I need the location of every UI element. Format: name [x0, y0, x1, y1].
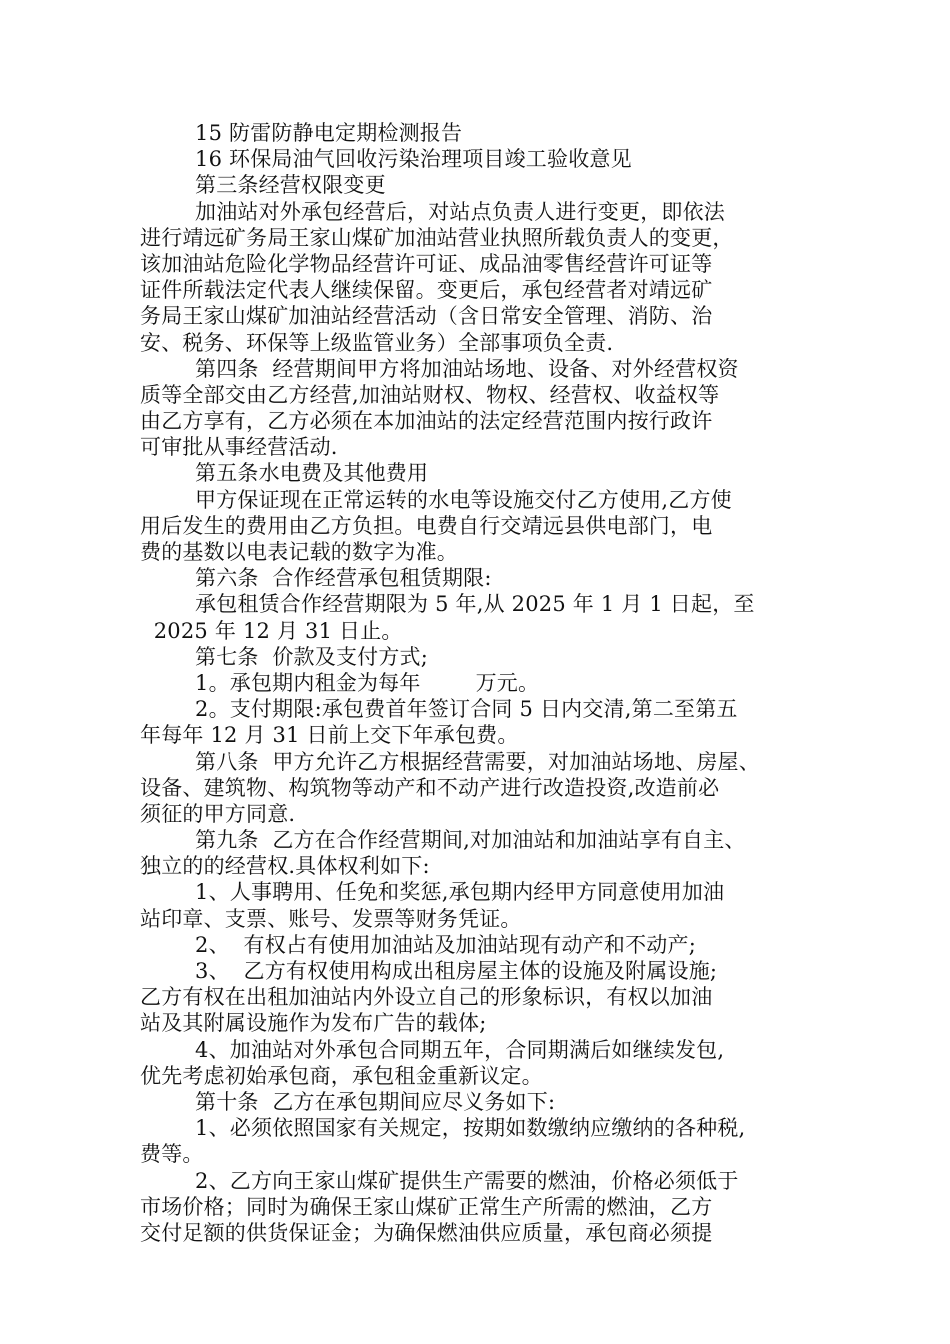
text-line: 须征的甲方同意.: [140, 801, 296, 826]
text-line: 第七条 价款及支付方式;: [140, 644, 429, 669]
text-line: 可审批从事经营活动.: [140, 435, 338, 460]
text-line: 交付足额的供货保证金；为确保燃油供应质量，承包商必须提: [140, 1220, 713, 1245]
text-line: 第四条 经营期间甲方将加油站场地、设备、对外经营权资: [140, 356, 739, 381]
text-line: 甲方保证现在正常运转的水电等设施交付乙方使用,乙方使: [140, 487, 732, 512]
text-line: 1、必须依照国家有关规定，按期如数缴纳应缴纳的各种税,: [140, 1116, 746, 1141]
text-line: 由乙方享有，乙方必须在本加油站的法定经营范围内按行政许: [140, 409, 713, 434]
text-line: 站及其附属设施作为发布广告的载体;: [140, 1011, 487, 1036]
text-line: 独立的的经营权.具体权利如下:: [140, 854, 430, 879]
text-line: 乙方有权在出租加油站内外设立自己的形象标识，有权以加油: [140, 985, 713, 1010]
text-line: 1。承包期内租金为每年 万元。: [140, 670, 540, 695]
text-line: 第十条 乙方在承包期间应尽义务如下:: [140, 1089, 556, 1114]
text-line: 加油站对外承包经营后，对站点负责人进行变更，即依法: [140, 199, 725, 224]
text-line: 费等。: [140, 1142, 204, 1167]
text-line: 4、加油站对外承包合同期五年，合同期满后如继续发包,: [140, 1037, 725, 1062]
text-line: 该加油站危险化学物品经营许可证、成品油零售经营许可证等: [140, 251, 713, 276]
text-line: 2、 有权占有使用加油站及加油站现有动产和不动产;: [140, 932, 696, 957]
text-line: 承包租赁合作经营期限为 5 年,从 2025 年 1 月 1 日起，至: [140, 592, 755, 617]
text-line: 2、乙方向王家山煤矿提供生产需要的燃油，价格必须低于: [140, 1168, 739, 1193]
text-line: 务局王家山煤矿加油站经营活动（含日常安全管理、消防、治: [140, 304, 713, 329]
text-line: 安、税务、环保等上级监管业务）全部事项负全责.: [140, 330, 614, 355]
text-line: 第六条 合作经营承包租赁期限:: [140, 566, 492, 591]
document-body: [140, 120, 812, 1246]
text-line: 16 环保局油气回收污染治理项目竣工验收意见: [140, 147, 632, 172]
text-line: 市场价格；同时为确保王家山煤矿正常生产所需的燃油，乙方: [140, 1194, 713, 1219]
text-line: 第五条水电费及其他费用: [140, 461, 429, 486]
text-line: 第三条经营权限变更: [140, 173, 386, 198]
text-line: 第九条 乙方在合作经营期间,对加油站和加油站享有自主、: [140, 828, 746, 853]
text-line: 1、人事聘用、任免和奖惩,承包期内经甲方同意使用加油: [140, 880, 725, 905]
text-line: 15 防雷防静电定期检测报告: [140, 121, 463, 145]
text-line: 3、 乙方有权使用构成出租房屋主体的设施及附属设施;: [140, 959, 718, 983]
text-line: 年每年 12 月 31 日前上交下年承包费。: [140, 723, 519, 748]
text-line: 进行靖远矿务局王家山煤矿加油站营业执照所载负责人的变更，: [140, 225, 734, 250]
text-line: 优先考虑初始承包商，承包租金重新议定。: [140, 1063, 543, 1088]
text-line: 质等全部交由乙方经营,加油站财权、物权、经营权、收益权等: [140, 382, 720, 407]
text-line: 站印章、支票、账号、发票等财务凭证。: [140, 906, 522, 931]
text-line: 第八条 甲方允许乙方根据经营需要，对加油站场地、房屋、: [140, 749, 760, 774]
text-line: 费的基数以电表记载的数字为准。: [140, 540, 458, 564]
text-line: 2。支付期限:承包费首年签订合同 5 日内交清,第二至第五: [140, 697, 738, 722]
text-line: 设备、建筑物、构筑物等动产和不动产进行改造投资,改造前必: [140, 775, 720, 800]
text-line: 证件所载法定代表人继续保留。变更后，承包经营者对靖远矿: [140, 278, 713, 303]
text-line: 用后发生的费用由乙方负担。电费自行交靖远县供电部门，电: [140, 513, 713, 538]
text-line: 2025 年 12 月 31 日止。: [140, 618, 403, 643]
